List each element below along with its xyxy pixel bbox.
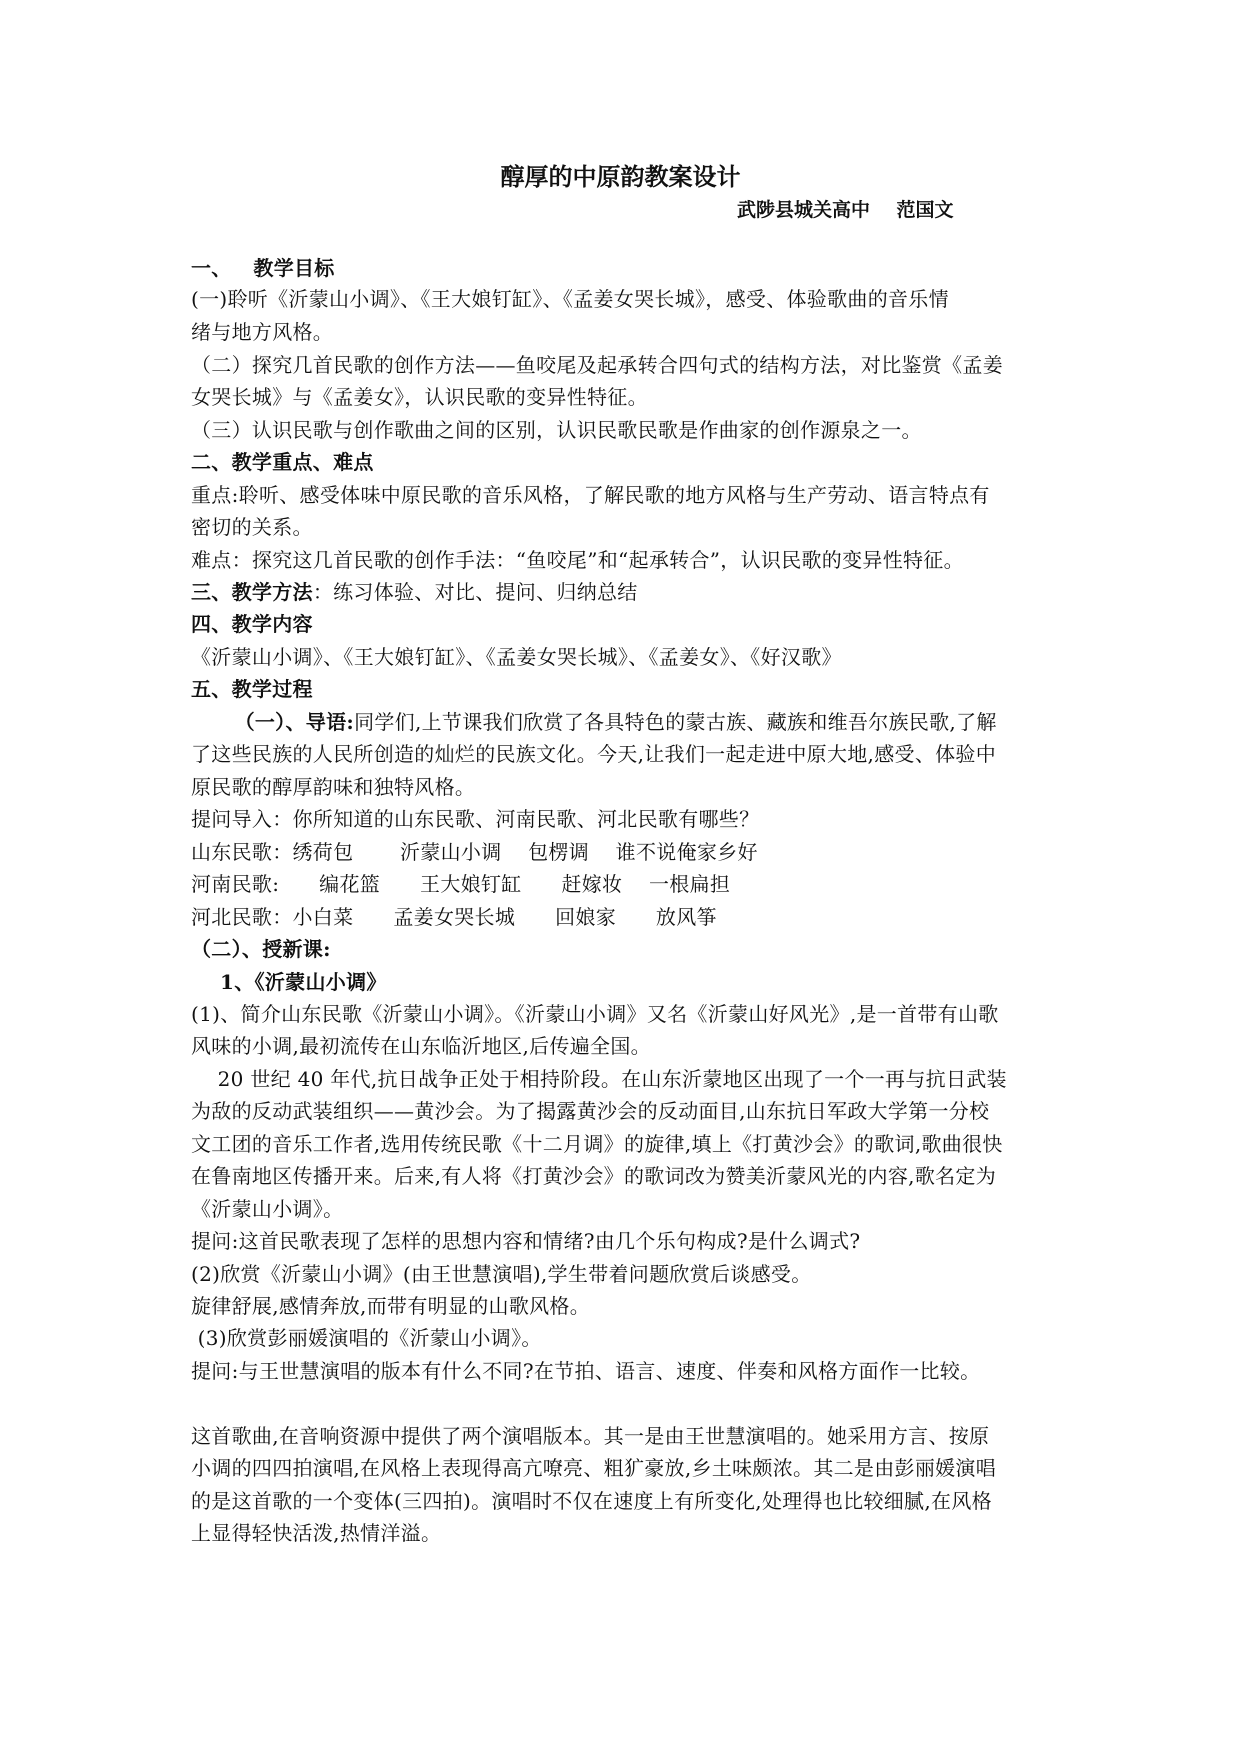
text-line: (1)、简介山东民歌《沂蒙山小调》。《沂蒙山小调》又名《沂蒙山好风光》,是一首带有山歌 [191,1002,999,1026]
text-line: 绪与地方风格。 [191,320,334,344]
author-line: 武陟县城关高中 范国文 [737,199,954,221]
text-line: 难点：探究这几首民歌的创作手法：“鱼咬尾”和“起承转合”，认识民歌的变异性特征。 [191,548,964,572]
text-line: 20 世纪 40 年代,抗日战争正处于相持阶段。在山东沂蒙地区出现了一个一再与抗日武装 [191,1067,1007,1091]
text-line: 提问:与王世慧演唱的版本有什么不同?在节拍、语言、速度、伴奏和风格方面作一比较。 [191,1359,981,1383]
text-line: 重点:聆听、感受体味中原民歌的音乐风格，了解民歌的地方风格与生产劳动、语言特点有 [191,483,990,507]
text-line: 小调的四四拍演唱,在风格上表现得高亢嘹亮、粗犷豪放,乡土味颇浓。其二是由彭丽媛演唱 [191,1456,997,1480]
section-heading: 四、教学内容 [191,612,313,636]
section-heading: 二、教学重点、难点 [191,450,374,474]
subsection-heading: 1、《沂蒙山小调》 [191,970,387,994]
text-line: 风味的小调,最初流传在山东临沂地区,后传遍全国。 [191,1034,651,1058]
text-line: (一)聆听《沂蒙山小调》、《王大娘钉缸》、《孟姜女哭长城》，感受、体验歌曲的音乐情 [191,287,949,311]
text-line: 《沂蒙山小调》。 [191,1197,344,1221]
text-line: 了这些民族的人民所创造的灿烂的民族文化。今天,让我们一起走进中原大地,感受、体验中 [191,742,997,766]
text-line: 提问:这首民歌表现了怎样的思想内容和情绪?由几个乐句构成?是什么调式? [191,1229,861,1253]
text-line: (2)欣赏《沂蒙山小调》(由王世慧演唱),学生带着问题欣赏后谈感受。 [191,1262,812,1286]
text-line: 同学们,上节课我们欣赏了各具特色的蒙古族、藏族和维吾尔族民歌,了解 [354,710,997,734]
text-line: 这首歌曲,在音响资源中提供了两个演唱版本。其一是由王世慧演唱的。她采用方言、按原 [191,1424,990,1448]
document-title: 醇厚的中原韵教案设计 [500,162,741,191]
section-heading: 三、教学方法 [191,580,313,604]
section-heading: 一、 教学目标 [191,256,335,280]
text-line: 文工团的音乐工作者,选用传统民歌《十二月调》的旋律,填上《打黄沙会》的歌词,歌曲很快 [191,1132,1003,1156]
subsection-heading: （二）、授新课: [191,937,331,961]
text-line: 原民歌的醇厚韵味和独特风格。 [191,775,476,799]
text-line: (3)欣赏彭丽媛演唱的《沂蒙山小调》。 [191,1326,542,1350]
text-line: 为敌的反动武装组织——黄沙会。为了揭露黄沙会的反动面目,山东抗日军政大学第一分校 [191,1099,990,1123]
text-line: （三）认识民歌与创作歌曲之间的区别，认识民歌民歌是作曲家的创作源泉之一。 [191,418,922,442]
text-line: 河南民歌: 编花篮 王大娘钉缸 赶嫁妆 一根扁担 [191,872,731,896]
text-line: 河北民歌：小白菜 孟姜女哭长城 回娘家 放风筝 [191,905,717,929]
text-line: 的是这首歌的一个变体(三四拍)。演唱时不仅在速度上有所变化,处理得也比较细腻,在风格 [191,1489,992,1513]
text-line: 山东民歌：绣荷包 沂蒙山小调 包楞调 谁不说俺家乡好 [191,840,758,864]
text-line: 旋律舒展,感情奔放,而带有明显的山歌风格。 [191,1294,591,1318]
text-line: 上显得轻快活泼,热情洋溢。 [191,1521,442,1545]
text-line: 在鲁南地区传播开来。后来,有人将《打黄沙会》的歌词改为赞美沂蒙风光的内容,歌名定为 [191,1164,997,1188]
text-line: 提问导入：你所知道的山东民歌、河南民歌、河北民歌有哪些？ [191,807,760,831]
text-line: 女哭长城》与《孟姜女》，认识民歌的变异性特征。 [191,385,648,409]
section-line [191,712,997,732]
section-line [191,582,638,602]
text-line: （二）探究几首民歌的创作方法——鱼咬尾及起承转合四句式的结构方法，对比鉴赏《孟姜 [191,353,1003,377]
section-heading: 五、教学过程 [191,677,313,701]
text-line: 《沂蒙山小调》、《王大娘钉缸》、《孟姜女哭长城》、《孟姜女》、《好汉歌》 [191,645,842,669]
text-line: 密切的关系。 [191,515,313,539]
text-line: ：练习体验、对比、提问、归纳总结 [312,580,638,604]
subsection-heading: （一）、导语: [191,710,355,734]
